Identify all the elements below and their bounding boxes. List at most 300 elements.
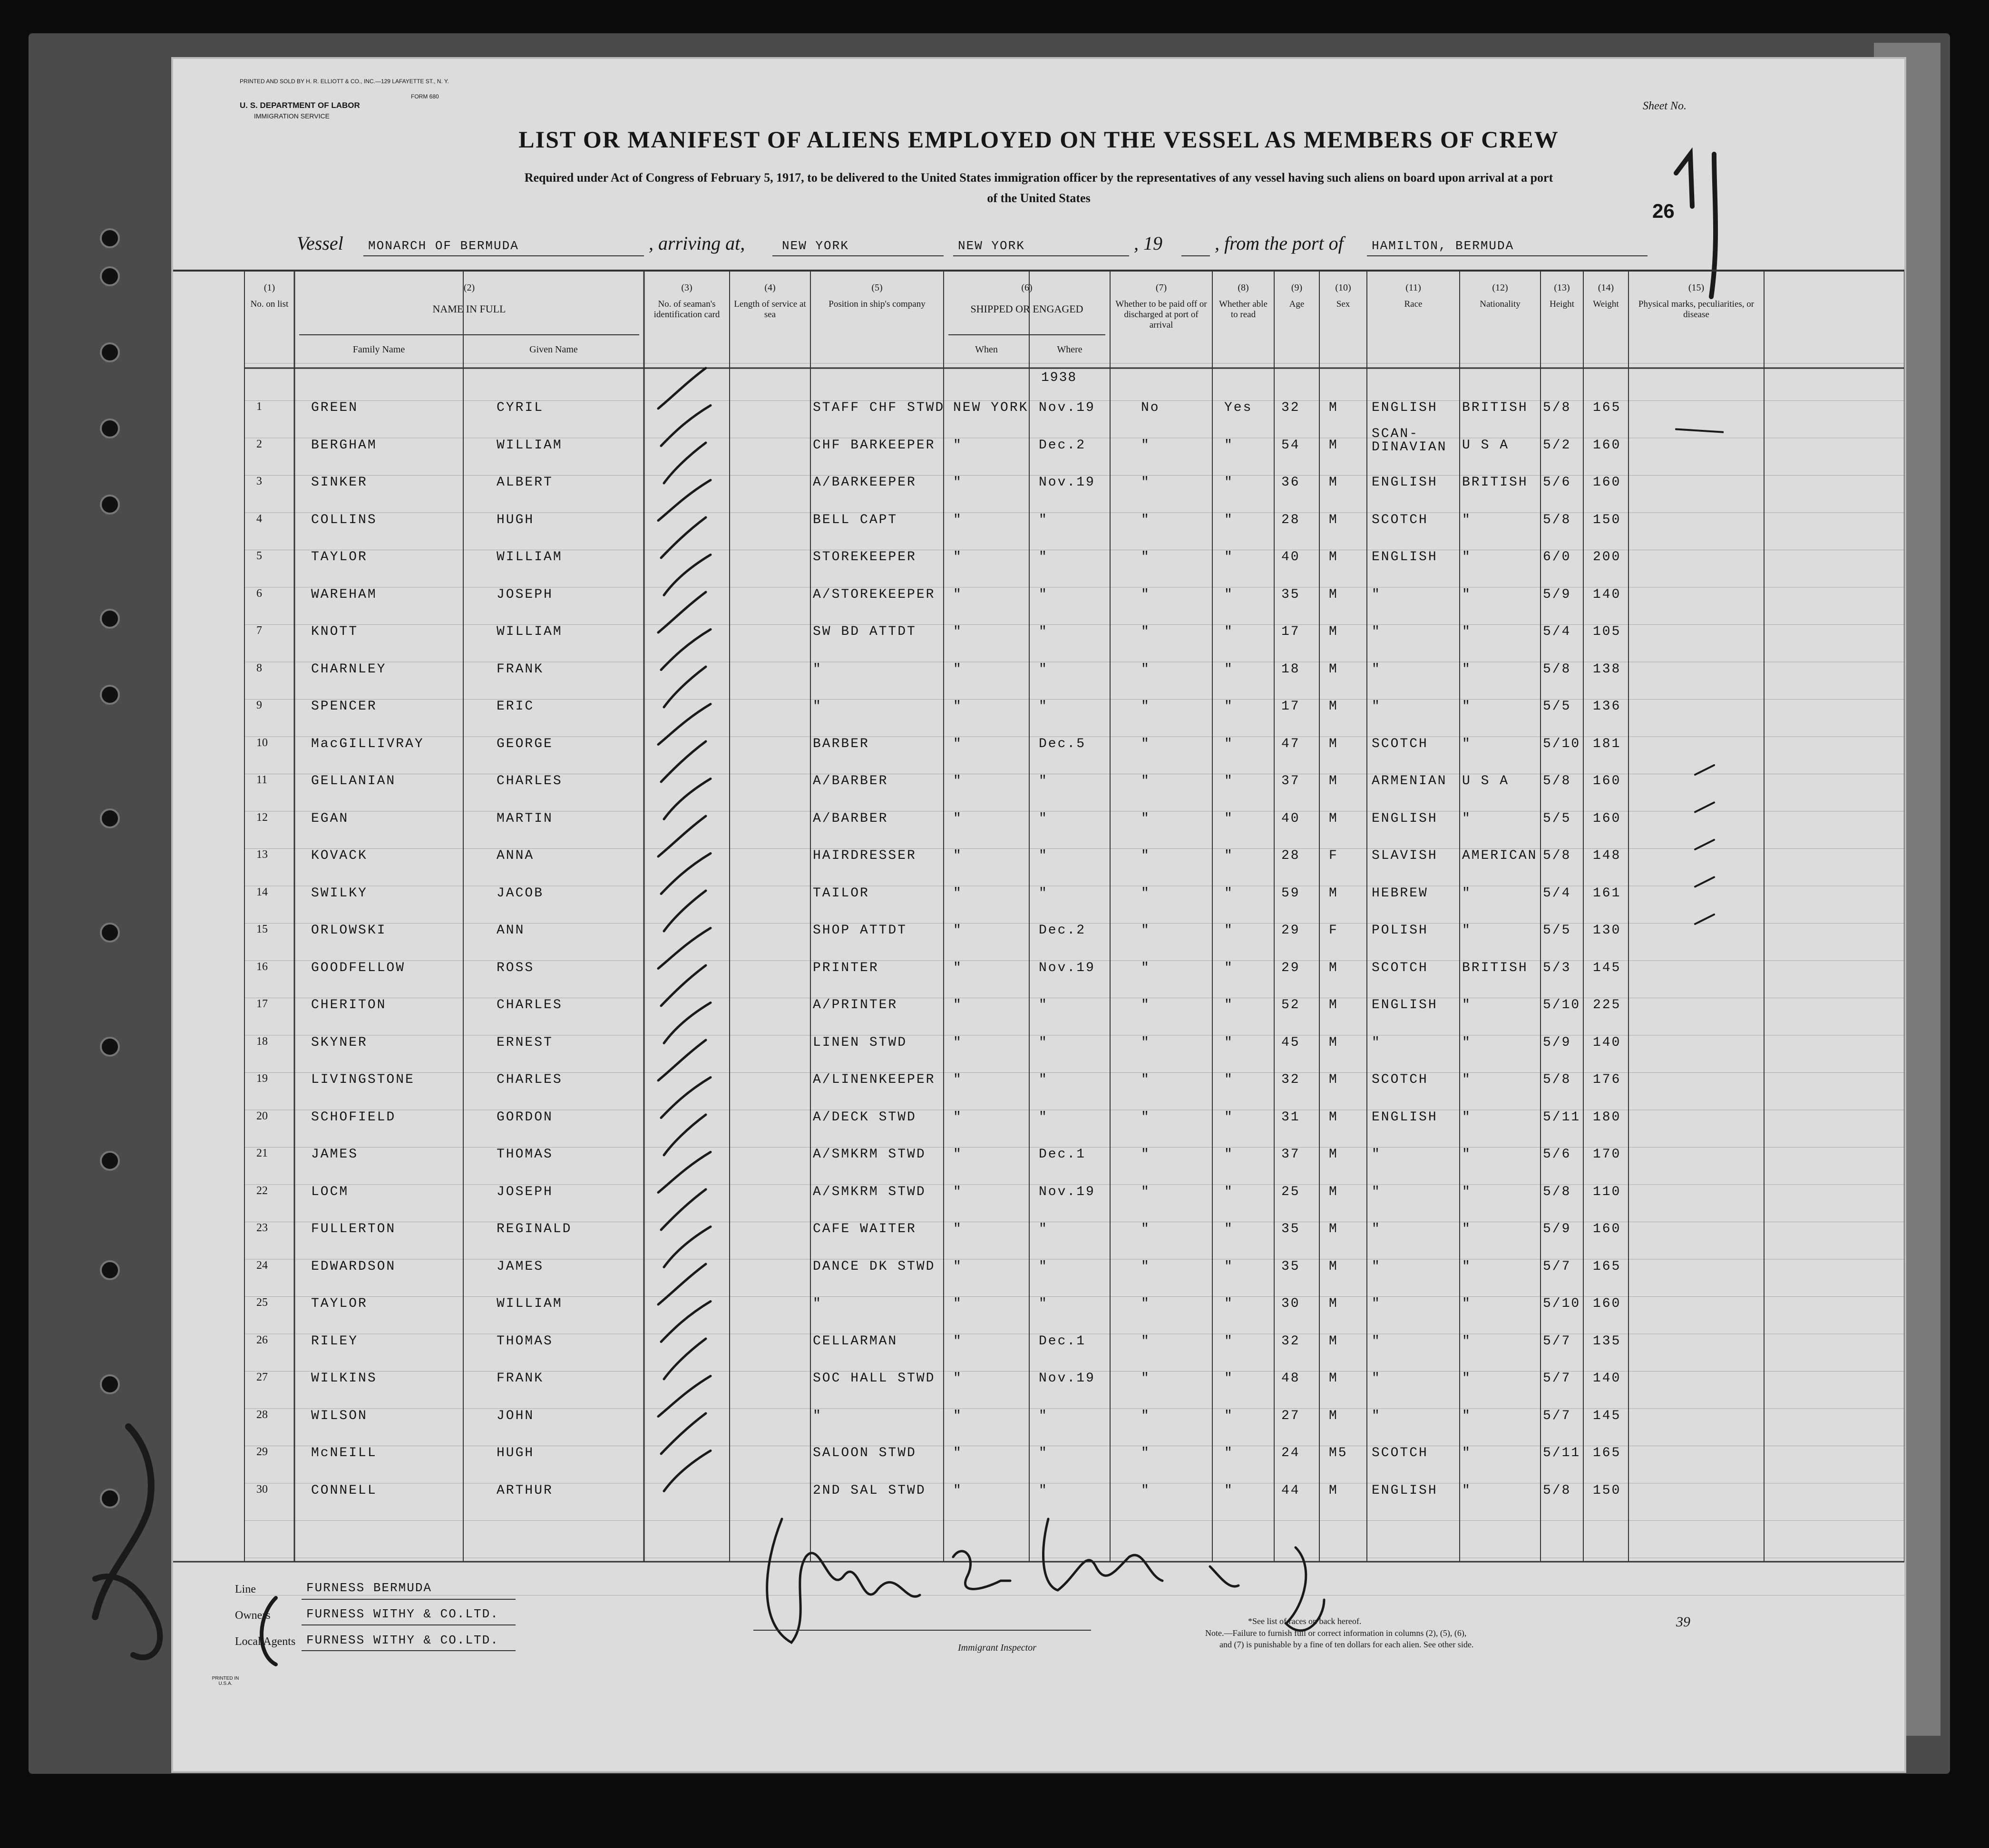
subtitle-line2: of the United States <box>987 191 1091 205</box>
paid-off: " <box>1141 1222 1150 1236</box>
sex: M <box>1329 1408 1338 1423</box>
given-name: ERIC <box>497 699 535 714</box>
paid-off: " <box>1141 587 1150 602</box>
shipped-when: " <box>953 1371 963 1386</box>
given-name: WILLIAM <box>497 438 563 453</box>
age: 54 <box>1281 438 1300 453</box>
shipped-where: Dec.5 <box>1039 736 1086 751</box>
sex: M <box>1329 774 1338 788</box>
nationality: " <box>1462 811 1472 826</box>
shipped-where: Nov.19 <box>1039 400 1095 415</box>
check-mark <box>661 854 711 894</box>
position: A/BARKEEPER <box>813 475 916 490</box>
height: 5/8 <box>1543 661 1571 677</box>
given-name: JOSEPH <box>497 587 553 602</box>
column-header: Weight <box>1593 299 1619 309</box>
age: 27 <box>1281 1408 1300 1423</box>
physical-marks-ticks <box>1648 363 1724 1029</box>
race: ENGLISH <box>1372 550 1438 564</box>
nationality: " <box>1462 1483 1472 1498</box>
given-name: THOMAS <box>497 1147 553 1162</box>
shipped-when: NEW YORK <box>953 400 1029 415</box>
shipped-when: " <box>953 998 963 1012</box>
race: " <box>1372 1035 1381 1050</box>
arriving-port: NEW YORK <box>782 239 849 253</box>
weight: 140 <box>1593 1035 1621 1050</box>
row-number: 20 <box>256 1109 268 1122</box>
check-mark <box>664 779 711 819</box>
position: A/BARBER <box>813 774 888 788</box>
check-mark <box>661 1078 711 1118</box>
paid-off: " <box>1141 811 1150 826</box>
sex: M <box>1329 1109 1338 1125</box>
family-name: LOCM <box>311 1184 349 1199</box>
weight: 160 <box>1593 438 1621 453</box>
column-number: (14) <box>1598 282 1614 293</box>
footer-rules <box>302 1597 520 1654</box>
age: 35 <box>1281 1259 1300 1274</box>
arriving-state: NEW YORK <box>958 239 1025 253</box>
weight: 145 <box>1593 1408 1621 1423</box>
column-number: (7) <box>1155 282 1167 293</box>
position: DANCE DK STWD <box>813 1259 936 1274</box>
sex: M <box>1329 624 1338 639</box>
check-mark <box>661 741 706 782</box>
age: 40 <box>1281 550 1300 564</box>
able-to-read: " <box>1224 1109 1234 1125</box>
nationality: " <box>1462 923 1472 938</box>
nationality: " <box>1462 1408 1472 1423</box>
vessel-label: Vessel <box>297 233 343 254</box>
table-grid <box>173 268 1904 1638</box>
given-name: ANNA <box>497 848 535 863</box>
family-name: LIVINGSTONE <box>311 1072 415 1087</box>
family-name: COLLINS <box>311 512 377 527</box>
check-mark <box>661 1413 706 1454</box>
row-number: 9 <box>256 699 262 711</box>
column-number: (13) <box>1554 282 1570 293</box>
printer-imprint: PRINTED AND SOLD BY H. R. ELLIOTT & CO., INC.—129 LAFAYETTE ST., N. Y. <box>240 78 449 85</box>
shipped-where: " <box>1039 587 1048 602</box>
column-header: NAME IN FULL <box>432 303 506 315</box>
position: BELL CAPT <box>813 512 898 527</box>
check-mark <box>661 517 706 558</box>
race: " <box>1372 661 1381 677</box>
nationality: " <box>1462 1446 1472 1460</box>
weight: 110 <box>1593 1184 1621 1199</box>
check-mark <box>661 406 711 446</box>
family-name: SCHOFIELD <box>311 1109 396 1125</box>
check-mark <box>658 1040 706 1080</box>
age: 18 <box>1281 661 1300 677</box>
row-number: 5 <box>256 550 262 562</box>
row-number: 7 <box>256 624 262 637</box>
able-to-read: " <box>1224 774 1234 788</box>
age: 29 <box>1281 923 1300 938</box>
shipped-when: " <box>953 1333 963 1349</box>
able-to-read: " <box>1224 1222 1234 1236</box>
shipped-when: " <box>953 1446 963 1460</box>
weight: 148 <box>1593 848 1621 863</box>
position: A/LINENKEEPER <box>813 1072 936 1087</box>
given-name: HUGH <box>497 1446 535 1460</box>
age: 36 <box>1281 475 1300 490</box>
nationality: " <box>1462 1296 1472 1311</box>
paid-off: " <box>1141 1446 1150 1460</box>
weight: 200 <box>1593 550 1621 564</box>
shipped-when: " <box>953 1109 963 1125</box>
column-header: Whether to be paid off or discharged at port of arrival <box>1115 299 1207 330</box>
age: 25 <box>1281 1184 1300 1199</box>
row-number: 14 <box>256 885 268 898</box>
weight: 145 <box>1593 960 1621 975</box>
row-number: 22 <box>256 1184 268 1197</box>
binder-hole <box>100 495 120 515</box>
binder-hole <box>100 418 120 438</box>
position: SALOON STWD <box>813 1446 916 1460</box>
shipped-when: " <box>953 587 963 602</box>
family-name: SPENCER <box>311 699 377 714</box>
given-name: ARTHUR <box>497 1483 553 1498</box>
height: 5/2 <box>1543 438 1571 453</box>
nationality: " <box>1462 885 1472 901</box>
column-header: Position in ship's company <box>829 299 926 309</box>
race: ENGLISH <box>1372 998 1438 1012</box>
position: STOREKEEPER <box>813 550 916 564</box>
position: A/DECK STWD <box>813 1109 916 1125</box>
able-to-read: " <box>1224 1296 1234 1311</box>
position: TAILOR <box>813 885 869 901</box>
agents-label: Local Agents <box>235 1635 296 1648</box>
paid-off: " <box>1141 438 1150 453</box>
height: 5/4 <box>1543 885 1571 901</box>
given-name: CHARLES <box>497 1072 563 1087</box>
paid-off: " <box>1141 1371 1150 1386</box>
position: A/SMKRM STWD <box>813 1184 926 1199</box>
penalty-note-line1: Note.—Failure to furnish full or correct information in columns (2), (5), (6), <box>1205 1628 1467 1638</box>
age: 59 <box>1281 885 1300 901</box>
race: " <box>1372 1259 1381 1274</box>
given-name: THOMAS <box>497 1333 553 1349</box>
column-header: Length of service at sea <box>734 299 806 320</box>
family-name: FULLERTON <box>311 1222 396 1236</box>
column-subheader: Family Name <box>352 344 405 355</box>
shipped-when: " <box>953 923 963 938</box>
column-header: No. of seaman's identification card <box>653 299 720 320</box>
able-to-read: " <box>1224 1446 1234 1460</box>
height: 5/4 <box>1543 624 1571 639</box>
shipped-where: Dec.2 <box>1039 923 1086 938</box>
family-name: CONNELL <box>311 1483 377 1498</box>
printed-in-label: PRINTED IN U.S.A. <box>212 1676 239 1686</box>
row-number: 11 <box>256 774 268 786</box>
shipped-where: " <box>1039 811 1048 826</box>
inspector-label: Immigrant Inspector <box>958 1643 1036 1653</box>
check-mark <box>664 443 706 483</box>
family-name: EDWARDSON <box>311 1259 396 1274</box>
check-mark <box>658 592 706 632</box>
position: " <box>813 1408 822 1423</box>
given-name: ERNEST <box>497 1035 553 1050</box>
position: SOC HALL STWD <box>813 1371 936 1386</box>
binder-hole <box>100 923 120 943</box>
given-name: CHARLES <box>497 774 563 788</box>
nationality: " <box>1462 736 1472 751</box>
race: " <box>1372 624 1381 639</box>
able-to-read: " <box>1224 848 1234 863</box>
column-number: (10) <box>1335 282 1351 293</box>
height: 6/0 <box>1543 550 1571 564</box>
paid-off: " <box>1141 1072 1150 1087</box>
nationality: " <box>1462 998 1472 1012</box>
check-mark <box>664 1003 711 1043</box>
inspector-rule <box>753 1628 1096 1633</box>
height: 5/7 <box>1543 1333 1571 1349</box>
row-number: 28 <box>256 1408 268 1421</box>
nationality: " <box>1462 512 1472 527</box>
race: SCOTCH <box>1372 1072 1428 1087</box>
weight: 150 <box>1593 1483 1621 1498</box>
paid-off: " <box>1141 699 1150 714</box>
nationality: " <box>1462 1147 1472 1162</box>
position: LINEN STWD <box>813 1035 907 1050</box>
from-port-label: , from the port of <box>1215 233 1344 254</box>
shipped-where: " <box>1039 1483 1048 1498</box>
check-mark <box>664 555 711 595</box>
nationality: " <box>1462 1109 1472 1125</box>
age: 37 <box>1281 1147 1300 1162</box>
weight: 165 <box>1593 1446 1621 1460</box>
family-name: CHERITON <box>311 998 387 1012</box>
able-to-read: " <box>1224 1371 1234 1386</box>
check-mark <box>664 1115 706 1155</box>
shipped-where: " <box>1039 848 1048 863</box>
weight: 138 <box>1593 661 1621 677</box>
given-name: MARTIN <box>497 811 553 826</box>
family-name: WILSON <box>311 1408 368 1423</box>
age: 52 <box>1281 998 1300 1012</box>
row-number: 10 <box>256 736 268 749</box>
shipped-when: " <box>953 438 963 453</box>
given-name: WILLIAM <box>497 624 563 639</box>
weight: 160 <box>1593 1296 1621 1311</box>
paid-off: " <box>1141 1147 1150 1162</box>
year-label: , 19 <box>1134 233 1162 254</box>
page-title: LIST OR MANIFEST OF ALIENS EMPLOYED ON THE VESSEL AS MEMBERS OF CREW <box>518 126 1559 153</box>
line-value: FURNESS BERMUDA <box>306 1581 432 1595</box>
shipped-when: " <box>953 550 963 564</box>
vessel-name: MONARCH OF BERMUDA <box>368 239 519 253</box>
position: CHF BARKEEPER <box>813 438 936 453</box>
paid-off: " <box>1141 1109 1150 1125</box>
column-number: (5) <box>871 282 883 293</box>
race: " <box>1372 1371 1381 1386</box>
shipped-when: " <box>953 1222 963 1236</box>
column-number: (15) <box>1688 282 1705 293</box>
row-number: 18 <box>256 1035 268 1048</box>
weight: 136 <box>1593 699 1621 714</box>
row-number: 19 <box>256 1072 268 1085</box>
paid-off: " <box>1141 736 1150 751</box>
sex: M <box>1329 512 1338 527</box>
shipped-when: " <box>953 848 963 863</box>
race: SCOTCH <box>1372 960 1428 975</box>
shipped-where: " <box>1039 1035 1048 1050</box>
shipped-where: " <box>1039 699 1048 714</box>
position: " <box>813 1296 822 1311</box>
position: " <box>813 661 822 677</box>
height: 5/10 <box>1543 1296 1581 1311</box>
race: ENGLISH <box>1372 1109 1438 1125</box>
binder-hole <box>100 228 120 248</box>
owners-label: Owners <box>235 1609 271 1622</box>
race: " <box>1372 587 1381 602</box>
shipped-when: " <box>953 774 963 788</box>
tick-mark <box>1695 765 1714 775</box>
row-number: 4 <box>256 512 262 525</box>
height: 5/8 <box>1543 1184 1571 1199</box>
row-number: 17 <box>256 998 268 1010</box>
paid-off: " <box>1141 848 1150 863</box>
row-number: 13 <box>256 848 268 861</box>
weight: 160 <box>1593 1222 1621 1236</box>
able-to-read: " <box>1224 960 1234 975</box>
weight: 140 <box>1593 1371 1621 1386</box>
sex: M <box>1329 550 1338 564</box>
column-header: Race <box>1404 299 1423 309</box>
sex: M <box>1329 885 1338 901</box>
able-to-read: " <box>1224 1035 1234 1050</box>
nationality: BRITISH <box>1462 960 1528 975</box>
sex: M <box>1329 1035 1338 1050</box>
shipped-when: " <box>953 1483 963 1498</box>
race: " <box>1372 699 1381 714</box>
position: A/BARBER <box>813 811 888 826</box>
check-mark <box>664 1451 711 1491</box>
given-name: FRANK <box>497 1371 544 1386</box>
row-number: 30 <box>256 1483 268 1496</box>
height: 5/8 <box>1543 848 1571 863</box>
sex: M <box>1329 587 1338 602</box>
sheet-no-label: Sheet No. <box>1643 100 1687 112</box>
able-to-read: " <box>1224 475 1234 490</box>
position: A/PRINTER <box>813 998 898 1012</box>
height: 5/9 <box>1543 587 1571 602</box>
able-to-read: " <box>1224 438 1234 453</box>
given-name: FRANK <box>497 661 544 677</box>
given-name: CHARLES <box>497 998 563 1012</box>
position: CAFE WAITER <box>813 1222 916 1236</box>
able-to-read: " <box>1224 1483 1234 1498</box>
given-name: GEORGE <box>497 736 553 751</box>
paid-off: " <box>1141 885 1150 901</box>
able-to-read: " <box>1224 699 1234 714</box>
race: ENGLISH <box>1372 811 1438 826</box>
check-mark <box>658 1264 706 1304</box>
shipped-when: " <box>953 1147 963 1162</box>
sex: F <box>1329 848 1338 863</box>
column-subheader: When <box>975 344 998 355</box>
binder-hole <box>100 1260 120 1280</box>
binder-hole <box>100 1037 120 1057</box>
nationality: " <box>1462 624 1472 639</box>
shipped-when: " <box>953 1035 963 1050</box>
corner-mark: 39 <box>1676 1614 1690 1630</box>
nationality: " <box>1462 1184 1472 1199</box>
race: SLAVISH <box>1372 848 1438 863</box>
shipped-when: " <box>953 1072 963 1087</box>
column-number: (2) <box>463 282 475 293</box>
age: 45 <box>1281 1035 1300 1050</box>
given-name: WILLIAM <box>497 550 563 564</box>
paid-off: " <box>1141 1333 1150 1349</box>
height: 5/8 <box>1543 1483 1571 1498</box>
sex: M <box>1329 1222 1338 1236</box>
margin-scribble <box>76 1417 295 1683</box>
race: " <box>1372 1408 1381 1423</box>
nationality: " <box>1462 550 1472 564</box>
column-number: (4) <box>764 282 776 293</box>
vessel-underline <box>173 254 1904 259</box>
shipped-where: Dec.1 <box>1039 1147 1086 1162</box>
sex: M <box>1329 1259 1338 1274</box>
age: 29 <box>1281 960 1300 975</box>
row-number: 29 <box>256 1446 268 1458</box>
column-header: SHIPPED OR ENGAGED <box>970 303 1083 315</box>
column-header: Height <box>1550 299 1574 309</box>
shipped-where: " <box>1039 1109 1048 1125</box>
sex: M <box>1329 1333 1338 1349</box>
nationality: " <box>1462 1035 1472 1050</box>
paid-off: " <box>1141 774 1150 788</box>
age: 35 <box>1281 1222 1300 1236</box>
check-mark <box>658 368 706 409</box>
check-mark <box>661 630 711 670</box>
weight: 225 <box>1593 998 1621 1012</box>
weight: 165 <box>1593 1259 1621 1274</box>
row-number: 15 <box>256 923 268 935</box>
height: 5/9 <box>1543 1035 1571 1050</box>
row-number: 1 <box>256 400 262 413</box>
able-to-read: " <box>1224 1072 1234 1087</box>
given-name: HUGH <box>497 512 535 527</box>
height: 5/8 <box>1543 774 1571 788</box>
check-mark <box>658 480 711 521</box>
shipped-when: " <box>953 1184 963 1199</box>
sex: M <box>1329 699 1338 714</box>
row-number: 27 <box>256 1371 268 1383</box>
check-mark <box>664 891 706 931</box>
race: " <box>1372 1333 1381 1349</box>
nationality: " <box>1462 699 1472 714</box>
height: 5/7 <box>1543 1371 1571 1386</box>
shipped-when: " <box>953 475 963 490</box>
shipped-when: " <box>953 1259 963 1274</box>
binder-hole <box>100 685 120 705</box>
paid-off: " <box>1141 661 1150 677</box>
age: 17 <box>1281 699 1300 714</box>
sex: M <box>1329 438 1338 453</box>
shipped-when: " <box>953 624 963 639</box>
able-to-read: Yes <box>1224 400 1253 415</box>
race: SCAN-DINAVIAN <box>1372 426 1447 455</box>
able-to-read: " <box>1224 1333 1234 1349</box>
height: 5/11 <box>1543 1109 1581 1125</box>
weight: 140 <box>1593 587 1621 602</box>
height: 5/8 <box>1543 400 1571 415</box>
given-name: JAMES <box>497 1259 544 1274</box>
age: 28 <box>1281 512 1300 527</box>
